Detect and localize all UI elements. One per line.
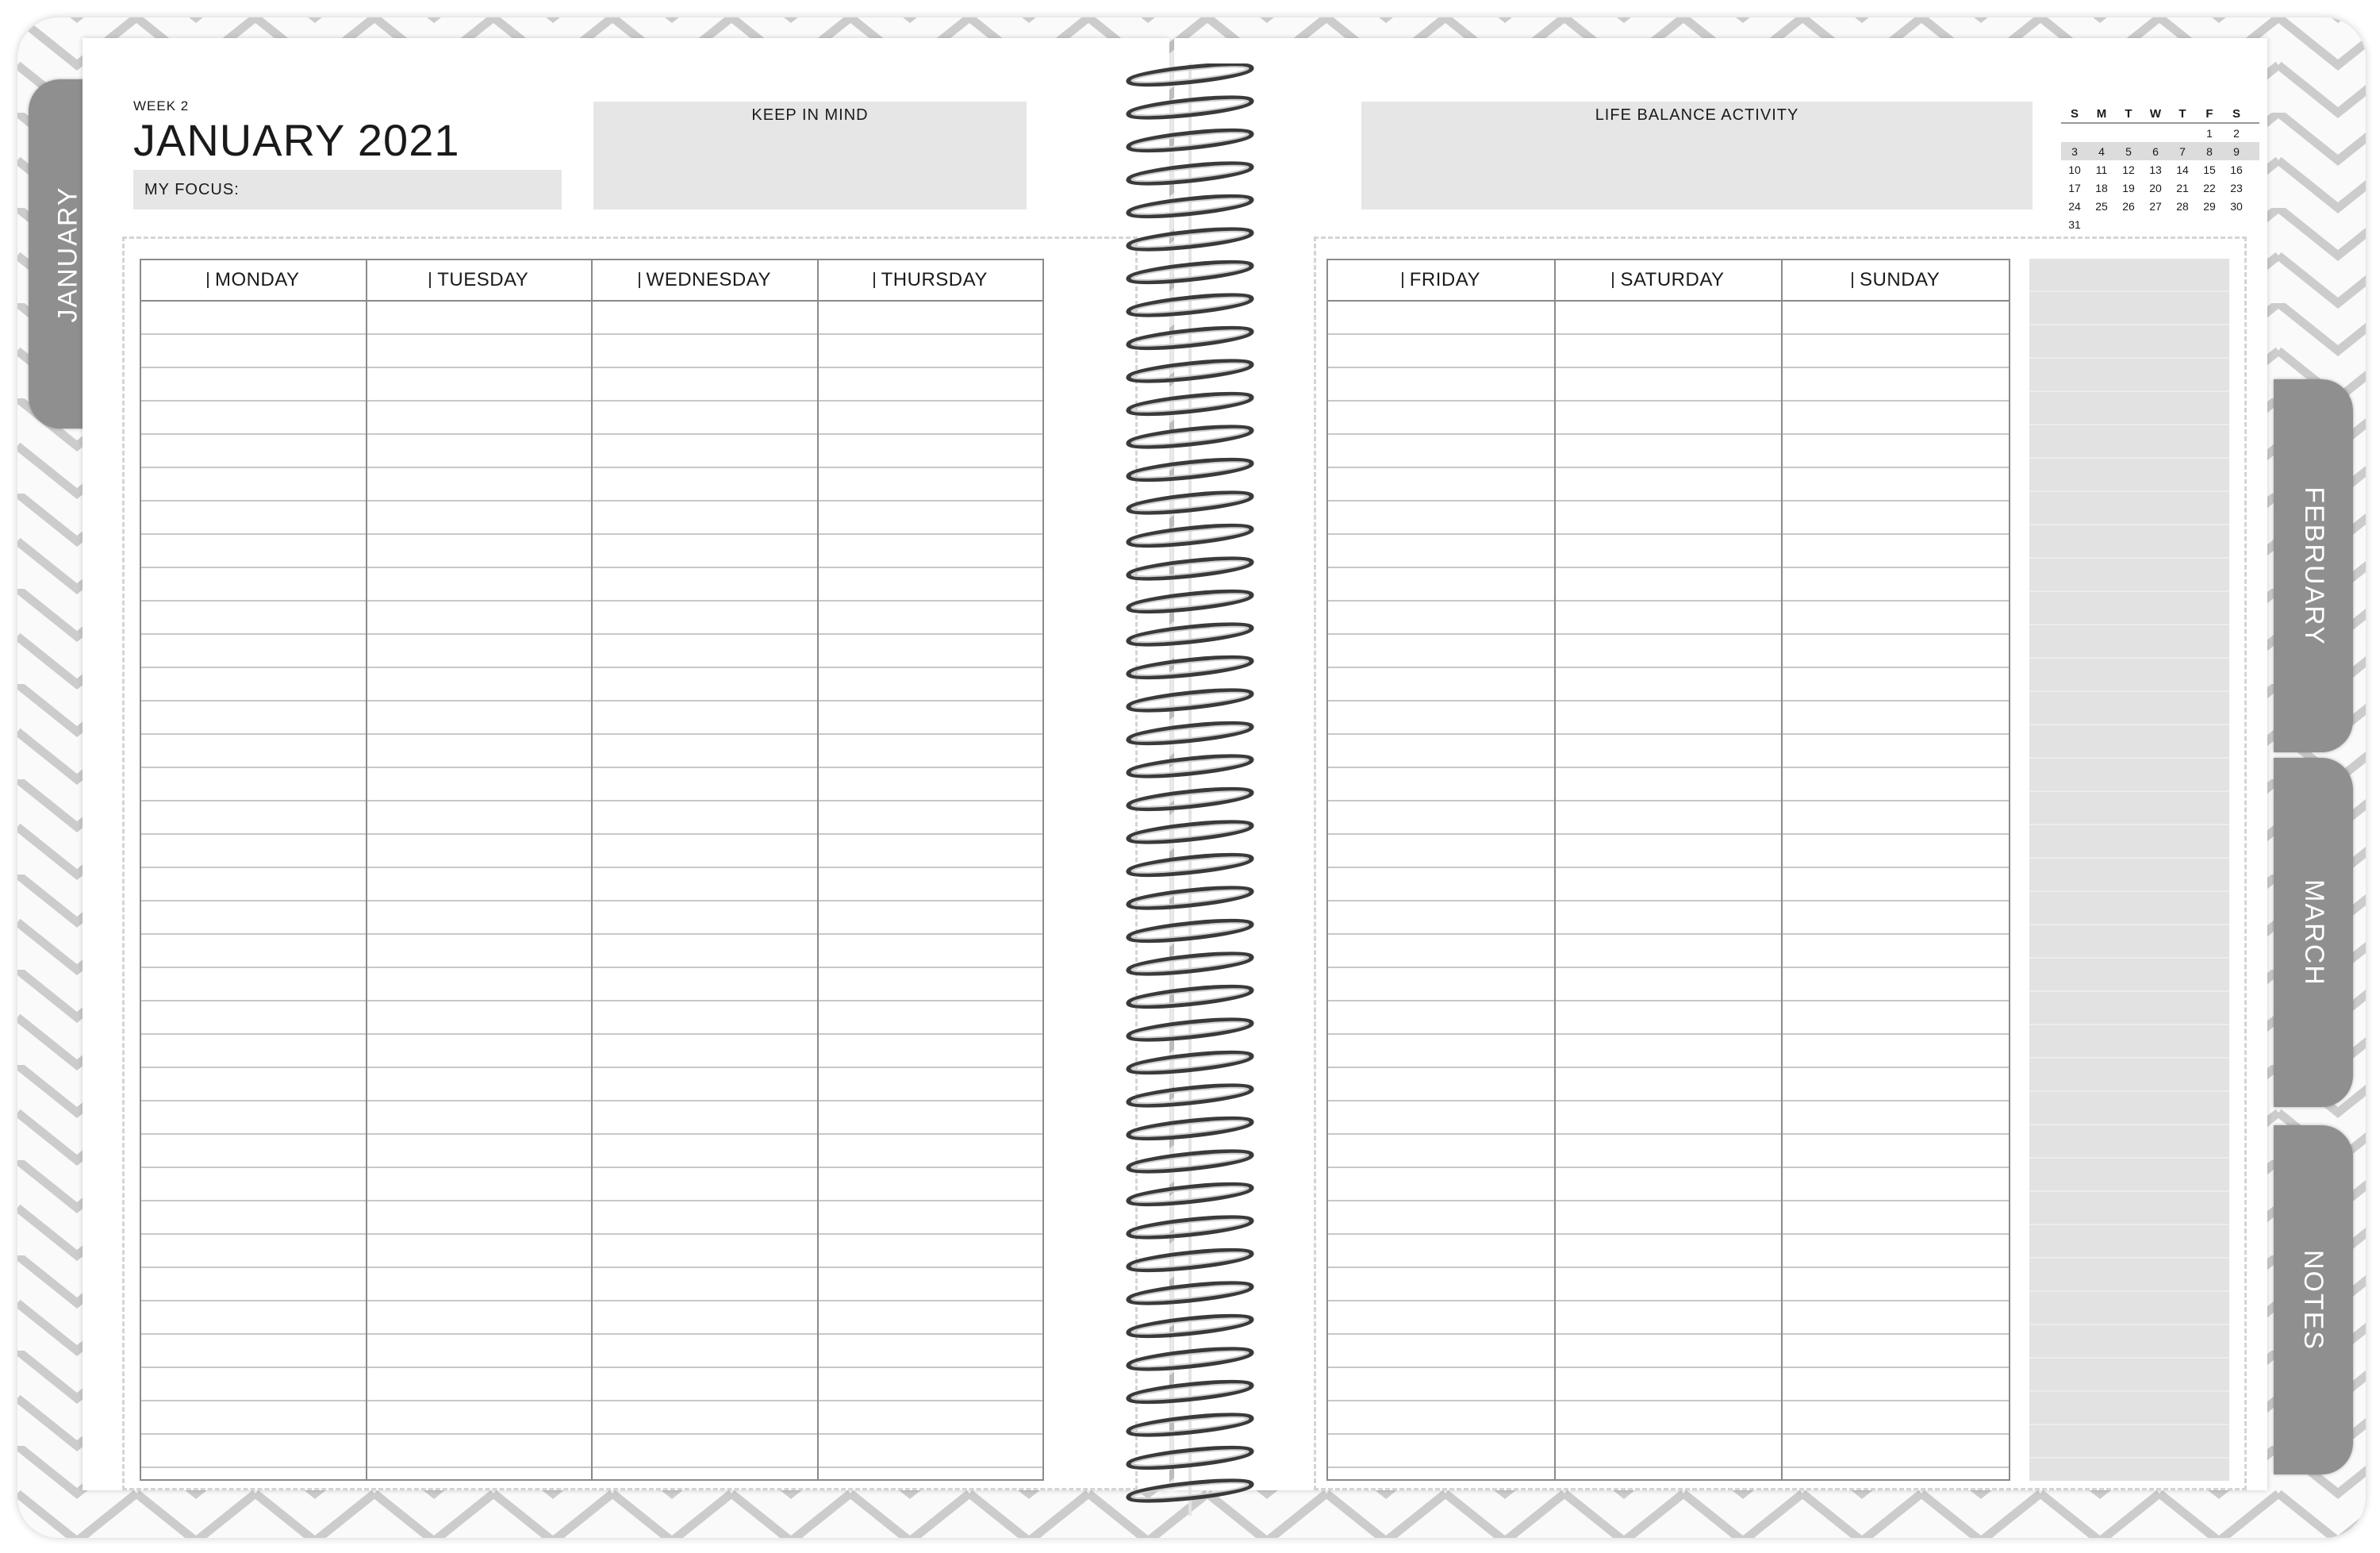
- mini-calendar-week: 10 11 12 13 14 15 16: [2068, 163, 2243, 176]
- focus-label: MY FOCUS:: [144, 181, 240, 198]
- mini-calendar-week: 24 25 26 27 28 29 30: [2068, 199, 2243, 213]
- tab-march[interactable]: [2274, 758, 2353, 1107]
- day-lines: [1556, 302, 1782, 1479]
- day-name: WEDNESDAY: [646, 269, 771, 290]
- day-header: [593, 260, 817, 302]
- weekday-grid: [140, 259, 1044, 1481]
- day-column-sunday[interactable]: [1783, 260, 2009, 1479]
- weekend-grid: [1326, 259, 2010, 1481]
- day-column-saturday[interactable]: [1556, 260, 1783, 1479]
- mini-calendar-week-current: 3 4 5 6 7 8 9: [2061, 142, 2259, 160]
- keep-in-mind-label: KEEP IN MIND: [751, 106, 869, 124]
- tab-notes[interactable]: [2274, 1125, 2353, 1474]
- day-name: SATURDAY: [1620, 269, 1725, 290]
- day-column-friday[interactable]: [1328, 260, 1556, 1479]
- keep-in-mind-box[interactable]: [593, 102, 1027, 210]
- day-lines: [819, 302, 1043, 1479]
- day-name: TUESDAY: [437, 269, 529, 290]
- mini-calendar-header: S M T W T F S: [2061, 105, 2259, 124]
- tab-february[interactable]: [2274, 379, 2353, 752]
- day-header: [1328, 260, 1554, 302]
- day-name: MONDAY: [214, 269, 300, 290]
- spiral-binding: [1111, 63, 1269, 1516]
- tab-notes-label: NOTES: [2298, 1249, 2329, 1351]
- tab-january-label: JANUARY: [52, 185, 83, 323]
- day-lines: [593, 302, 817, 1479]
- day-header: [1783, 260, 2009, 302]
- day-name: FRIDAY: [1409, 269, 1480, 290]
- left-page: [83, 38, 1169, 1490]
- notes-strip[interactable]: [2029, 259, 2229, 1481]
- tab-march-label: MARCH: [2298, 878, 2329, 986]
- life-balance-box[interactable]: [1361, 102, 2033, 210]
- focus-field[interactable]: [133, 170, 562, 210]
- life-balance-label: LIFE BALANCE ACTIVITY: [1595, 106, 1799, 124]
- day-name: THURSDAY: [881, 269, 988, 290]
- week-label: WEEK 2: [133, 98, 190, 113]
- day-lines: [1328, 302, 1554, 1479]
- day-column-tuesday[interactable]: [367, 260, 593, 1479]
- month-title: JANUARY 2021: [133, 115, 460, 165]
- day-column-monday[interactable]: [141, 260, 367, 1479]
- mini-calendar: [2061, 105, 2259, 233]
- day-name: SUNDAY: [1860, 269, 1940, 290]
- day-lines: [141, 302, 366, 1479]
- day-lines: [1783, 302, 2009, 1479]
- tab-february-label: FEBRUARY: [2298, 486, 2329, 646]
- mini-calendar-week: 1 2: [2206, 126, 2240, 140]
- day-column-thursday[interactable]: [819, 260, 1043, 1479]
- right-page: [1174, 38, 2267, 1490]
- day-column-wednesday[interactable]: [593, 260, 819, 1479]
- day-header: [367, 260, 592, 302]
- day-lines: [367, 302, 592, 1479]
- mini-calendar-week: 17 18 19 20 21 22 23: [2068, 181, 2243, 194]
- day-header: [1556, 260, 1782, 302]
- day-header: [819, 260, 1043, 302]
- mini-calendar-week: 31: [2068, 217, 2081, 231]
- day-header: [141, 260, 366, 302]
